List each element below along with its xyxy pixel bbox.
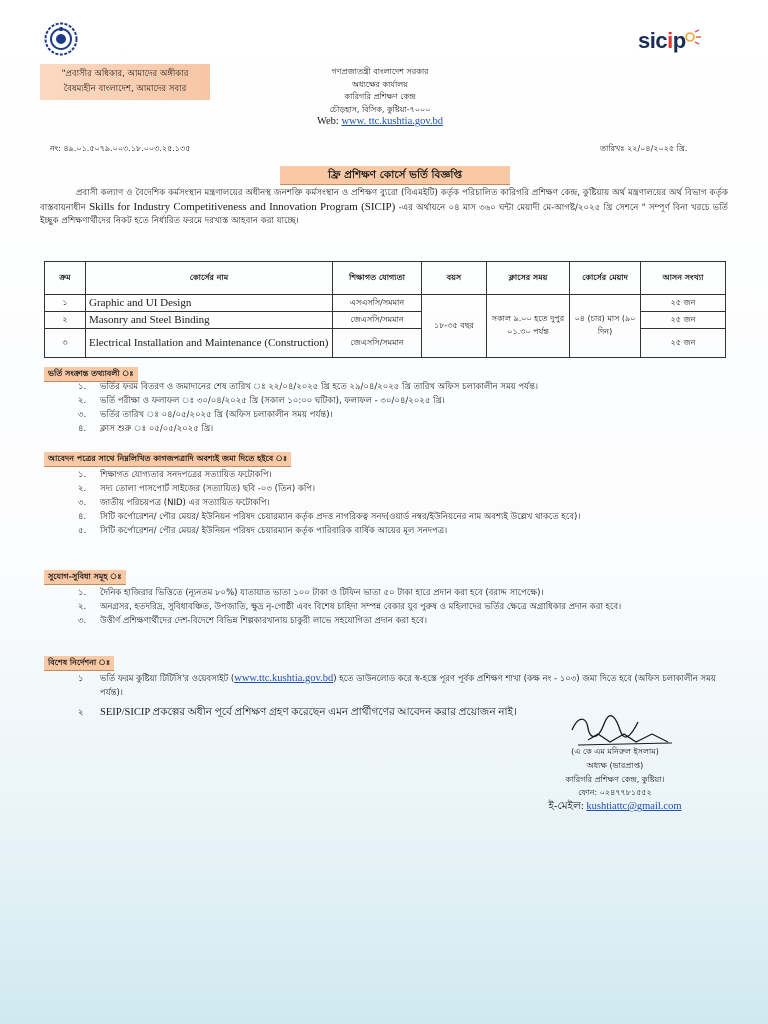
item-number: ১. — [78, 382, 87, 392]
list-item — [44, 394, 724, 408]
admission-heading: ভর্তি সংক্রান্ত তথ্যাবলী ঃ — [44, 367, 138, 382]
benefits-list — [44, 586, 724, 628]
item-number: ৫. — [78, 526, 87, 536]
cell-class-time: সকাল ৯.০০ হতে দুপুর ০১.৩০ পর্যন্ত — [487, 295, 570, 358]
bulb-icon — [684, 28, 702, 46]
list-item — [44, 380, 724, 394]
org-line3: কারিগরি প্রশিক্ষণ কেন্দ্র — [344, 92, 416, 101]
signatory-title: অধ্যক্ষ (ভারপ্রাপ্ত) — [586, 760, 644, 770]
cell-seats: ২৫ জন — [641, 312, 726, 329]
col-header-serial: ক্রম — [45, 262, 86, 295]
list-item — [44, 614, 724, 628]
notice-date: তারিখঃ ২২/০৪/২০২৫ খ্রি. — [600, 144, 688, 153]
item-text: ভর্তির তারিখ ঃ ০৪/০৫/২০২৫ খ্রি (অফিস চলাকালীন সময় পর্যন্ত)। — [100, 410, 333, 420]
list-item — [44, 482, 724, 496]
government-seal-icon — [44, 22, 78, 56]
signatory-name: (এ কে এম মনিরুল ইসলাম) — [571, 747, 659, 756]
col-header-duration: কোর্সের মেয়াদ — [570, 262, 641, 295]
list-item — [44, 586, 724, 600]
cell-course: Masonry and Steel Binding — [86, 312, 333, 329]
documents-heading: আবেদন পত্রের সাথে নিম্নলিখিত কাগজপত্রাদি অবশ্যই জমা দিতে হইবে ঃ — [44, 452, 291, 467]
item-number: ২. — [78, 484, 87, 494]
item-number: ৪. — [78, 424, 87, 434]
org-line4: চৌড়হাস, বিসিক, কুষ্টিয়া-৭০০০ — [329, 104, 431, 114]
cell-age: ১৮-৩৫ বছর — [422, 295, 487, 358]
list-item — [44, 422, 724, 436]
item-number: ২ — [78, 708, 84, 718]
web-label: Web: — [316, 116, 339, 127]
cell-duration: ০৪ (চার) মাস (৯০ দিন) — [570, 295, 641, 358]
cell-qualification: জেএসসি/সমমান — [333, 312, 422, 329]
organization-header — [250, 66, 510, 129]
documents-list — [44, 468, 724, 538]
item-number: ৩. — [78, 498, 87, 508]
item-text: উত্তীর্ণ প্রশিক্ষণার্থীদের দেশ-বিদেশে বিভিন্ন শিল্পকারখানায় চাকুরী লাভে সহযোগিতা প্রদান করা হবে। — [100, 616, 428, 626]
list-item — [44, 510, 724, 524]
cell-serial: ১ — [45, 295, 86, 312]
list-item — [44, 600, 724, 614]
item-text-post: ) হতে ডাউনলোড করে স্ব-হস্তে পূরণ পূর্বক প্রশিক্ষণ শাখা (কক্ষ নং - ১০৩) জমা দিতে হবে (অফিস চলাকালীন সময় পর্যন্ত)। — [100, 674, 716, 698]
item-number: ১. — [78, 588, 87, 598]
item-text: SEIP/SICIP প্রকল্পের অধীন পূর্বে প্রশিক্ষণ গ্রহণ করেছেন এমন প্রার্থীগণের আবেদন করার প্রয়োজন নাই। — [100, 707, 517, 718]
cell-course: Electrical Installation and Maintenance (Construction) — [86, 329, 333, 358]
item-text: জাতীয় পরিচয়পত্র (NID) এর সত্যায়িত ফটোকপি। — [100, 498, 270, 508]
item-text: ভর্তি পরীক্ষা ও ফলাফল ঃ ৩০/০৪/২০২৫ খ্রি (সকাল ১০:০০ ঘটিকা), ফলাফল - ৩০/০৪/২০২৫ খ্রি। — [100, 396, 445, 406]
item-number: ৩. — [78, 410, 87, 420]
email-link[interactable]: kushtiattc@gmail.com — [586, 801, 682, 813]
handwritten-signature — [568, 712, 678, 748]
item-text: সদ্য তোলা পাসপোর্ট সাইজের (সত্যায়িত) ছবি -০৩ (তিন) কপি। — [100, 484, 316, 494]
col-header-class-time: ক্লাসের সময় — [487, 262, 570, 295]
table-row — [45, 295, 726, 312]
email-label: ই-মেইল: — [548, 801, 584, 813]
intro-part2: -এর অর্থায়নে ০৪ মাস ৩৬০ ঘন্টা মেয়াদী মে-আগষ্ট/২০২৫ খ্রি সেশনে " সম্পূর্ণ বিনা খরচে ভর্তি ইচ্ছুক প্রশিক্ষণার্থীদের নিকট হতে নির্ধারিত ফরমে দরখাস্ত আহবান করা যাচ্ছে। — [40, 202, 728, 227]
cell-seats: ২৫ জন — [641, 295, 726, 312]
course-table — [44, 261, 726, 358]
item-text: শিক্ষাগত যোগ্যতার সনদপত্রের সত্যায়িত ফটোকপি। — [100, 470, 272, 480]
admission-list — [44, 380, 724, 436]
special-heading: বিশেষ নির্দেশনা ঃ — [44, 656, 114, 671]
item-number: ২. — [78, 396, 87, 406]
sicip-logo: sicip — [638, 28, 702, 54]
item-number: ৩. — [78, 616, 87, 626]
org-line1: গণপ্রজাতন্ত্রী বাংলাদেশ সরকার — [331, 67, 429, 76]
benefits-heading: সুযোগ-সুবিধা সমূহ ঃ — [44, 570, 126, 585]
form-download-link[interactable]: www.ttc.kushtia.gov.bd — [234, 673, 334, 684]
item-number: ৪. — [78, 512, 87, 522]
signatory-phone: ফোন: ০২৪৭৭৮১৫৫২ — [578, 788, 652, 798]
cell-serial: ৩ — [45, 329, 86, 358]
slogan-line2: বৈষম্যহীন বাংলাদেশ, আমাদের সবার — [63, 84, 187, 94]
item-text: ভর্তির ফরম বিতরণ ও জমাদানের শেষ তারিখ ঃ ২২/০৪/২০২৫ খ্রি হতে ২৯/০৪/২০২৫ খ্রি তারিখ অফিস চলাকালীন সময় পর্যন্ত। — [100, 382, 538, 392]
list-item — [44, 408, 724, 422]
memo-number: নং: ৪৯.০১.৫০৭৯.০০৩.১৮.০০৩.২৫.১৩৫ — [50, 144, 191, 153]
item-text: ক্লাস শুরু ঃ ০৫/০৫/২০২৫ খ্রি। — [100, 424, 214, 434]
cell-course: Graphic and UI Design — [86, 295, 333, 312]
col-header-seats: আসন সংখ্যা — [641, 262, 726, 295]
slogan-line1: "প্রবাসীর অধিকার, আমাদের অঙ্গীকার — [61, 69, 189, 79]
item-text: অনগ্রসর, হতদরিদ্র, সুবিধাবঞ্চিত, উপজাতি, ক্ষুদ্র নৃ-গোষ্ঠী এবং বিশেষ চাহিদা সম্পন্ন বেকার যুব পুরুষ ও মহিলাদের ভর্তির ক্ষেত্রে অগ্রাধিকার প্রদান করা হবে। — [100, 602, 622, 612]
cell-qualification: এসএসসি/সমমান — [333, 295, 422, 312]
list-item — [44, 672, 724, 700]
item-text: সিটি কর্পোরেশন/ পৌর মেয়র/ ইউনিয়ন পরিষদ চেয়ারম্যান কর্তৃক প্রদত্ত নাগরিকত্ব সনদ(ওয়ার্ড নম্বর/ইউনিয়নের নাম অবশ্যই উল্লেখ থাকতে হবে)। — [100, 512, 581, 522]
col-header-age: বয়স — [422, 262, 487, 295]
item-number: ১. — [78, 470, 87, 480]
list-item — [44, 524, 724, 538]
item-text-pre: ভর্তি ফরম কুষ্টিয়া টিটিসি'র ওয়েবসাইট ( — [100, 674, 235, 684]
col-header-qualification: শিক্ষাগত যোগ্যতা — [333, 262, 422, 295]
col-header-course: কোর্সের নাম — [86, 262, 333, 295]
list-item — [44, 468, 724, 482]
intro-paragraph — [40, 187, 728, 229]
item-text: দৈনিক হাজিরার ভিত্তিতে (ন্যূনতম ৮০%) যাতায়াত ভাতা ১০০ টাকা ও টিফিন ভাতা ৫০ টাকা হারে প্রদান করা হবে (বরাদ্দ সাপেক্ষে)। — [100, 588, 544, 598]
website-line — [250, 116, 510, 129]
website-link[interactable]: www. ttc.kushtia.gov.bd — [341, 116, 444, 127]
cell-seats: ২৫ জন — [641, 329, 726, 358]
signature-block — [530, 745, 700, 814]
signatory-email-line — [530, 800, 700, 814]
intro-part1: প্রবাসী কল্যাণ ও বৈদেশিক কর্মসংস্থান মন্ত্রণালয়ের অধীনস্থ জনশক্তি কর্মসংস্থান ও প্রশিক্ষণ ব্যুরো (বিএমইটি) কর্তৃক পরিচালিত কারিগরি প্রশিক্ষণ কেন্দ্র, কুষ্টিয়ায় অর্থ মন্ত্রণালয়ের অর্থ বিভাগ কর্তৃক বাস্তবায়নাধীন — [40, 188, 728, 213]
item-number: ২. — [78, 602, 87, 612]
intro-program: Skills for Industry Competitiveness and Innovation Program (SICIP) — [89, 200, 396, 213]
item-text: সিটি কর্পোরেশন/ পৌর মেয়র/ ইউনিয়ন পরিষদ চেয়ারম্যান কর্তৃক পারিবারিক বার্ষিক আয়ের মূল সনদপত্র। — [100, 526, 448, 536]
table-header-row — [45, 262, 726, 295]
slogan-box — [40, 64, 210, 100]
org-line2: অধ্যক্ষের কার্যালয় — [352, 79, 408, 89]
cell-qualification: জেএসসি/সমমান — [333, 329, 422, 358]
item-number: ১ — [78, 674, 84, 684]
cell-serial: ২ — [45, 312, 86, 329]
signatory-org: কারিগরি প্রশিক্ষণ কেন্দ্র, কুষ্টিয়া। — [565, 774, 665, 784]
list-item — [44, 496, 724, 510]
notice-title: ফ্রি প্রশিক্ষণ কোর্সে ভর্তি বিজ্ঞপ্তি — [280, 166, 510, 185]
